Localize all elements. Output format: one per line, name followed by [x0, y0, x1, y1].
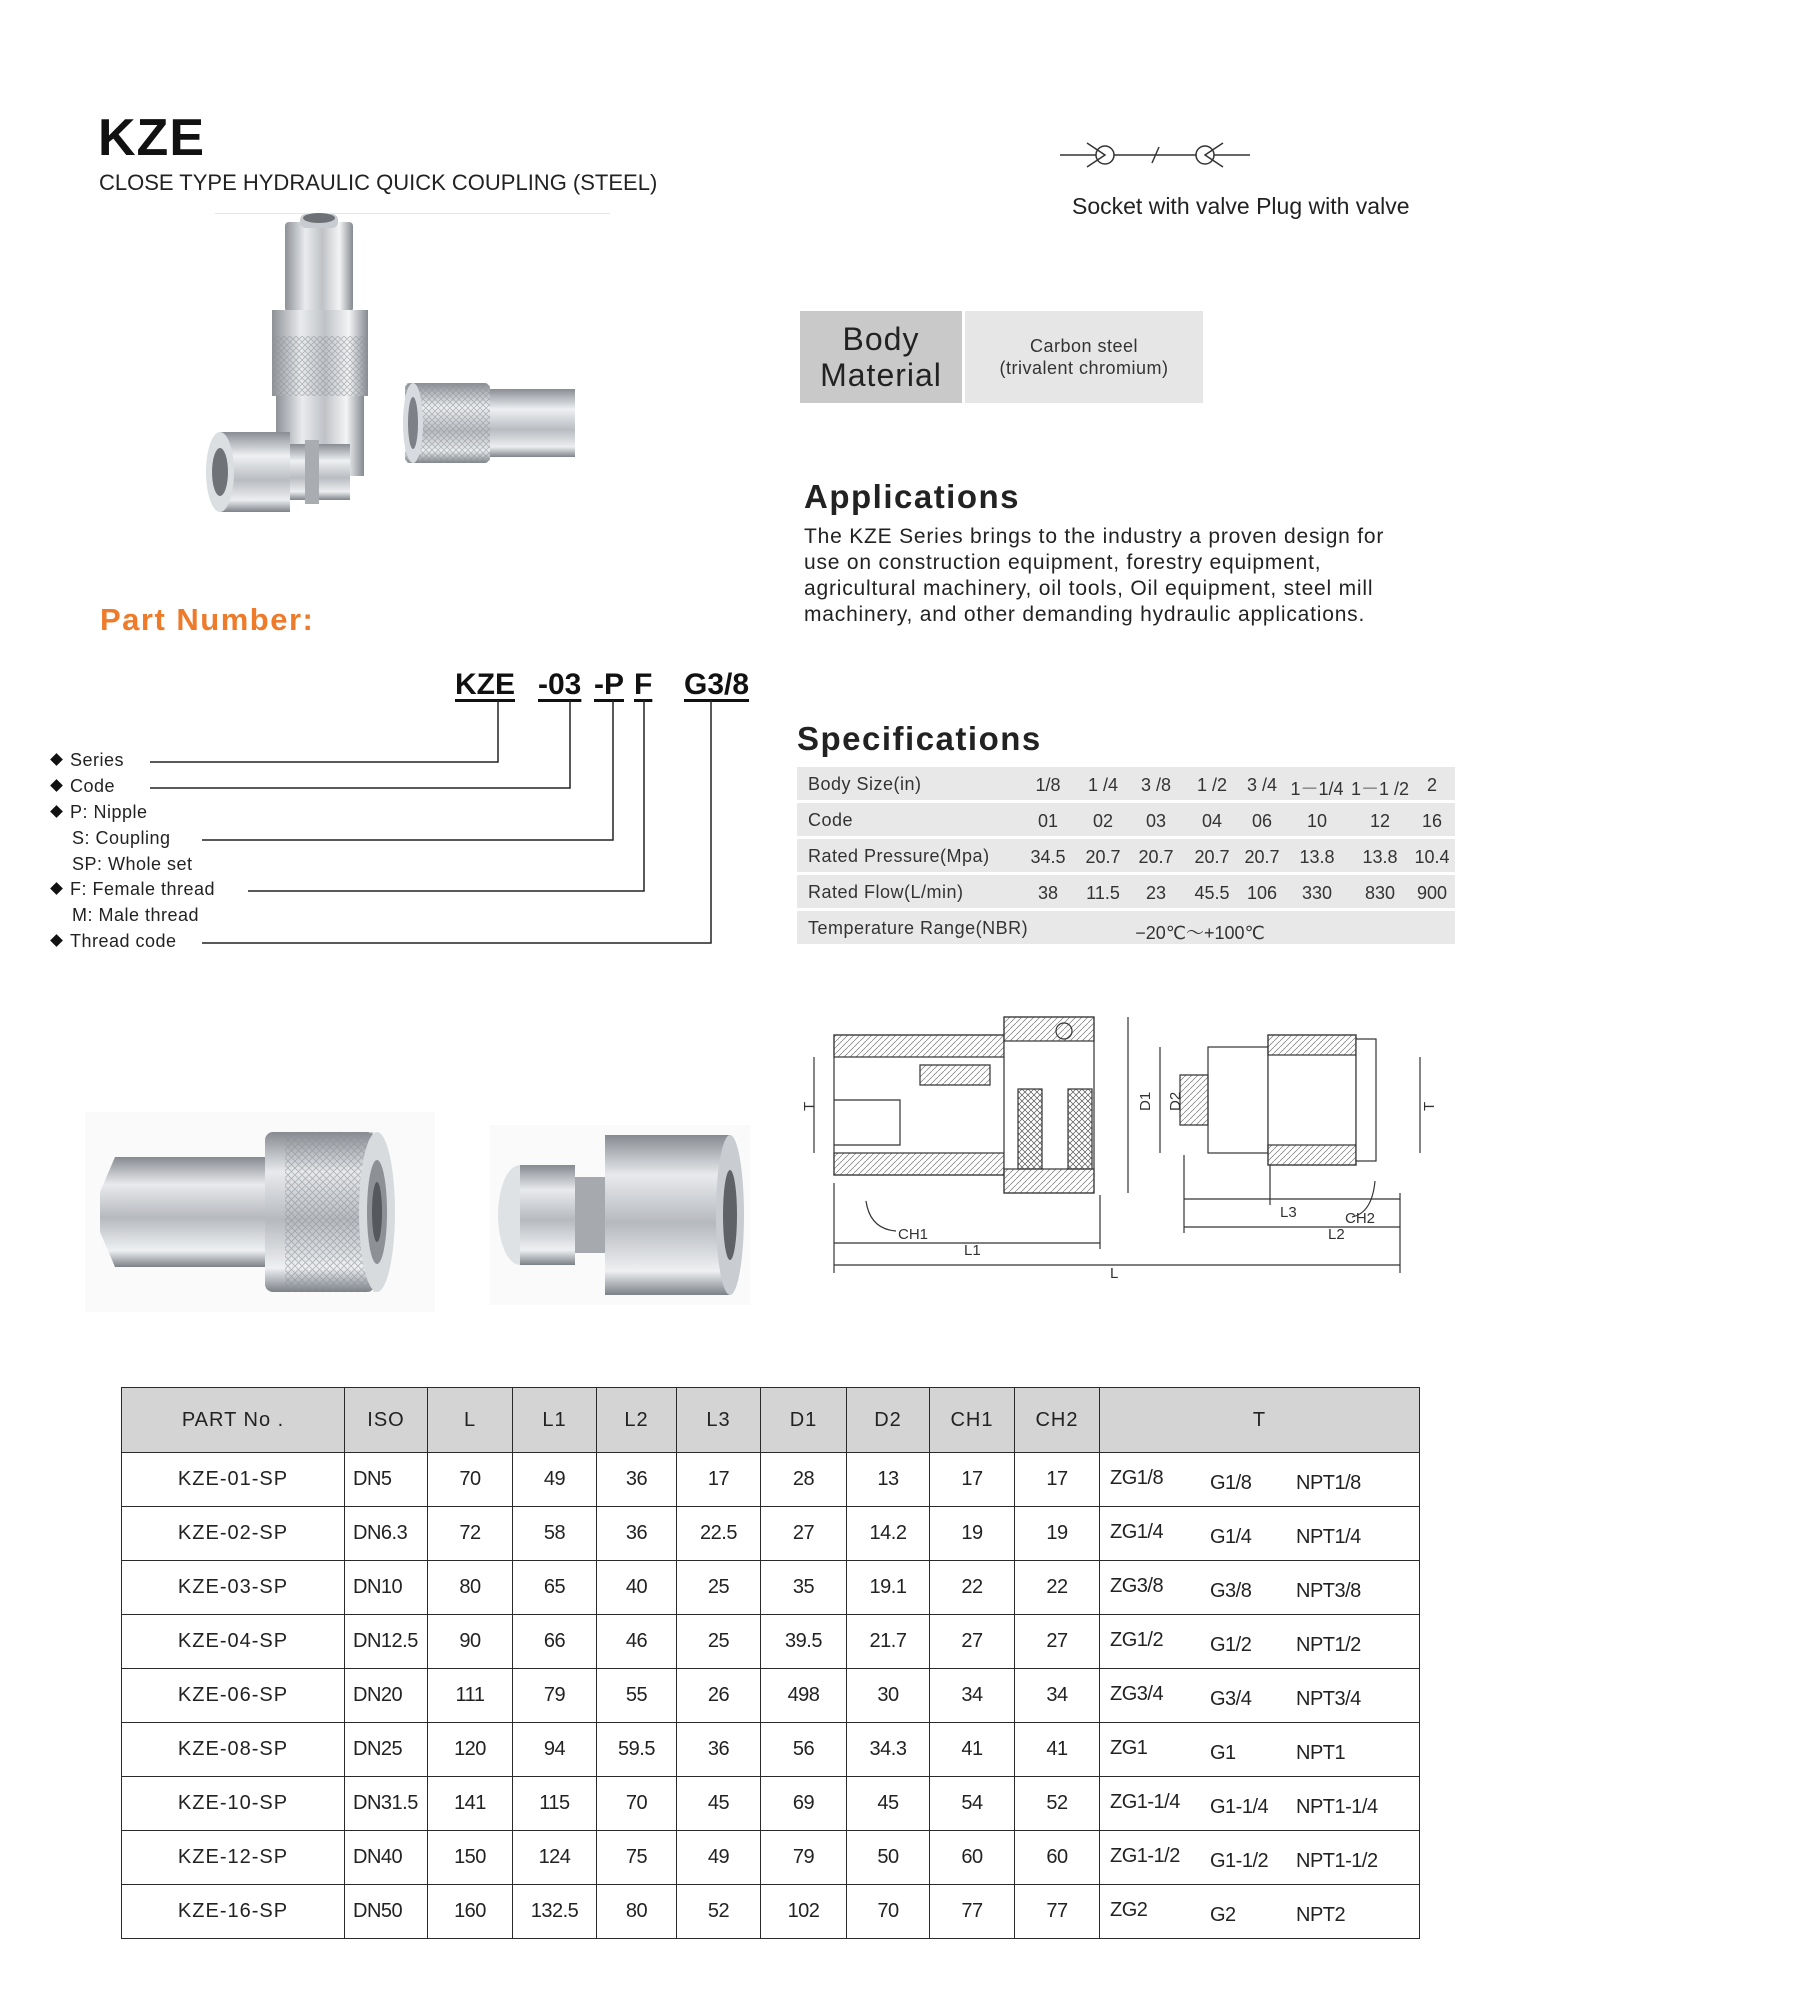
cell-d1: 79: [761, 1831, 847, 1885]
cell-ch1: 27: [930, 1615, 1015, 1669]
cell-l1: 58: [513, 1507, 597, 1561]
cell-l2: 59.5: [597, 1723, 677, 1777]
cell-iso: DN10: [345, 1561, 428, 1615]
thread-value: G1/4: [1210, 1526, 1252, 1548]
applications-line: agricultural machinery, oil tools, Oil equipment, steel mill: [804, 577, 1374, 600]
cell-l2: 46: [597, 1615, 677, 1669]
thread-value: ZG1-1/2: [1110, 1845, 1180, 1867]
table-row: [122, 1669, 1420, 1723]
cell-l2: 70: [597, 1777, 677, 1831]
cell-ch2: 52: [1015, 1777, 1100, 1831]
cell-thread: [1100, 1777, 1420, 1831]
applications-text: [804, 524, 1444, 628]
thread-value: G1/8: [1210, 1472, 1252, 1494]
spec-row-rated-pressure: Rated Pressure(Mpa) 34.5 20.7 20.7 20.7 20.7 13.8 13.8 10.4: [797, 839, 1455, 872]
cell-l: 150: [428, 1831, 513, 1885]
part-number-heading: Part Number:: [100, 602, 315, 637]
cell-l2: 75: [597, 1831, 677, 1885]
header-ch2: CH2: [1015, 1388, 1100, 1453]
cell-thread: [1100, 1831, 1420, 1885]
cell-ch1: 34: [930, 1669, 1015, 1723]
cell-part-no: KZE-01-SP: [122, 1453, 345, 1507]
cell-thread: [1100, 1561, 1420, 1615]
cell-part-no: KZE-06-SP: [122, 1669, 345, 1723]
dimensions-table: [121, 1387, 1420, 1939]
cell-part-no: KZE-04-SP: [122, 1615, 345, 1669]
table-row: [122, 1777, 1420, 1831]
cell-d1: 39.5: [761, 1615, 847, 1669]
valve-symbol-caption: Socket with valve Plug with valve: [1072, 193, 1410, 219]
header-l: L: [428, 1388, 513, 1453]
cell-d1: 102: [761, 1885, 847, 1939]
legend-coupling: S: Coupling: [72, 828, 171, 848]
cell-ch1: 77: [930, 1885, 1015, 1939]
cell-d2: 70: [847, 1885, 930, 1939]
cell-part-no: KZE-12-SP: [122, 1831, 345, 1885]
header-d2: D2: [847, 1388, 930, 1453]
cell-ch2: 77: [1015, 1885, 1100, 1939]
legend-whole-set: SP: Whole set: [72, 854, 193, 874]
thread-value: ZG1: [1110, 1737, 1148, 1759]
header-l2: L2: [597, 1388, 677, 1453]
body-material-value-line1: Carbon steel: [1029, 336, 1139, 356]
spec-row-code: Code 01 02 03 04 06 10 12 16: [797, 803, 1455, 836]
product-subtitle: CLOSE TYPE HYDRAULIC QUICK COUPLING (STEEL): [99, 170, 658, 195]
cell-l3: 25: [677, 1615, 761, 1669]
thread-value: G3/4: [1210, 1688, 1252, 1710]
cell-iso: DN50: [345, 1885, 428, 1939]
cell-d2: 14.2: [847, 1507, 930, 1561]
dim-label-l1: L1: [964, 1242, 981, 1259]
dim-label-ch1: CH1: [898, 1226, 929, 1243]
specifications-heading: Specifications: [797, 720, 1042, 757]
legend-thread-code: Thread code: [52, 931, 177, 952]
cell-l1: 66: [513, 1615, 597, 1669]
cell-l1: 124: [513, 1831, 597, 1885]
cell-part-no: KZE-08-SP: [122, 1723, 345, 1777]
cell-iso: DN25: [345, 1723, 428, 1777]
cell-ch1: 22: [930, 1561, 1015, 1615]
plug-photo: [490, 1125, 750, 1305]
cell-l1: 79: [513, 1669, 597, 1723]
thread-value: G3/8: [1210, 1580, 1252, 1602]
thread-value: ZG1-1/4: [1110, 1791, 1180, 1813]
header-l3: L3: [677, 1388, 761, 1453]
part-code-type: -P: [594, 668, 624, 701]
legend-series: Series: [52, 750, 124, 771]
cell-ch2: 22: [1015, 1561, 1100, 1615]
cell-ch1: 41: [930, 1723, 1015, 1777]
cell-ch2: 34: [1015, 1669, 1100, 1723]
cell-l3: 17: [677, 1453, 761, 1507]
cell-d2: 21.7: [847, 1615, 930, 1669]
cell-thread: [1100, 1723, 1420, 1777]
thread-value: G1/2: [1210, 1634, 1252, 1656]
cell-d2: 45: [847, 1777, 930, 1831]
cell-l1: 65: [513, 1561, 597, 1615]
legend-nipple: P: Nipple: [52, 802, 148, 823]
cell-thread: [1100, 1615, 1420, 1669]
thread-value: NPT1-1/2: [1296, 1850, 1378, 1872]
cell-l: 90: [428, 1615, 513, 1669]
header-ch1: CH1: [930, 1388, 1015, 1453]
valve-symbol-icon: [1060, 130, 1250, 180]
table-row: [122, 1561, 1420, 1615]
cell-thread: [1100, 1507, 1420, 1561]
cell-l2: 40: [597, 1561, 677, 1615]
cell-l2: 36: [597, 1507, 677, 1561]
table-row: [122, 1831, 1420, 1885]
applications-line: The KZE Series brings to the industry a proven design for: [804, 525, 1385, 548]
thread-value: ZG2: [1110, 1899, 1148, 1921]
cell-d2: 34.3: [847, 1723, 930, 1777]
thread-value: NPT1/4: [1296, 1526, 1361, 1548]
dim-label-d2: D2: [1167, 1091, 1184, 1111]
cell-ch1: 60: [930, 1831, 1015, 1885]
cell-d1: 56: [761, 1723, 847, 1777]
dim-label-l2: L2: [1328, 1226, 1345, 1243]
cell-d2: 19.1: [847, 1561, 930, 1615]
body-material-label: [800, 311, 962, 403]
cell-l3: 25: [677, 1561, 761, 1615]
applications-line: use on construction equipment, forestry equipment,: [804, 551, 1322, 574]
thread-value: G1: [1210, 1742, 1236, 1764]
cell-l3: 52: [677, 1885, 761, 1939]
cell-l3: 49: [677, 1831, 761, 1885]
table-row: [122, 1885, 1420, 1939]
cell-l1: 132.5: [513, 1885, 597, 1939]
thread-value: G1-1/2: [1210, 1850, 1269, 1872]
part-number-leader-lines: [0, 0, 800, 1000]
table-row: [122, 1615, 1420, 1669]
cell-ch2: 19: [1015, 1507, 1100, 1561]
cell-l: 160: [428, 1885, 513, 1939]
thread-value: ZG1/2: [1110, 1629, 1164, 1651]
legend-code: Code: [52, 776, 115, 797]
cell-l2: 55: [597, 1669, 677, 1723]
applications-line: machinery, and other demanding hydraulic applications.: [804, 603, 1366, 626]
cell-l1: 115: [513, 1777, 597, 1831]
dim-label-t-right: T: [1421, 1101, 1438, 1111]
cell-d1: 35: [761, 1561, 847, 1615]
header-t: T: [1100, 1388, 1420, 1453]
socket-photo: [85, 1112, 435, 1312]
cell-l: 111: [428, 1669, 513, 1723]
cell-iso: DN20: [345, 1669, 428, 1723]
cell-l3: 26: [677, 1669, 761, 1723]
table-header-row: [122, 1388, 1420, 1453]
part-code-size: -03: [538, 668, 582, 701]
header-d1: D1: [761, 1388, 847, 1453]
spec-row-rated-flow: Rated Flow(L/min) 38 11.5 23 45.5 106 330 830 900: [797, 875, 1455, 908]
product-title: KZE: [98, 109, 205, 167]
thread-value: ZG1/4: [1110, 1521, 1164, 1543]
dim-label-l3: L3: [1280, 1204, 1297, 1221]
cell-iso: DN40: [345, 1831, 428, 1885]
cell-l2: 80: [597, 1885, 677, 1939]
cell-iso: DN6.3: [345, 1507, 428, 1561]
body-material-value: [965, 311, 1203, 403]
cell-d2: 30: [847, 1669, 930, 1723]
cell-l: 120: [428, 1723, 513, 1777]
cell-d2: 13: [847, 1453, 930, 1507]
cell-ch2: 60: [1015, 1831, 1100, 1885]
cell-part-no: KZE-10-SP: [122, 1777, 345, 1831]
spec-row-body-size: Body Size(in) 1/8 1 /4 3 /8 1 /2 3 /4 1－1/4 1－1 /2 2: [797, 767, 1455, 800]
dim-label-d1: D1: [1137, 1091, 1154, 1111]
cell-d1: 28: [761, 1453, 847, 1507]
thread-value: NPT2: [1296, 1904, 1346, 1926]
cell-ch1: 17: [930, 1453, 1015, 1507]
cell-l3: 22.5: [677, 1507, 761, 1561]
cell-l2: 36: [597, 1453, 677, 1507]
part-code-thread: G3/8: [684, 668, 750, 701]
cell-part-no: KZE-03-SP: [122, 1561, 345, 1615]
thread-value: NPT1/8: [1296, 1472, 1361, 1494]
cell-part-no: KZE-02-SP: [122, 1507, 345, 1561]
table-row: [122, 1507, 1420, 1561]
cell-thread: [1100, 1453, 1420, 1507]
cell-iso: DN5: [345, 1453, 428, 1507]
cell-thread: [1100, 1885, 1420, 1939]
thread-value: NPT1-1/4: [1296, 1796, 1378, 1818]
table-row: [122, 1453, 1420, 1507]
thread-value: G1-1/4: [1210, 1796, 1269, 1818]
thread-value: ZG3/4: [1110, 1683, 1164, 1705]
body-material-label-line1: Body: [842, 321, 920, 357]
cell-part-no: KZE-16-SP: [122, 1885, 345, 1939]
cell-d1: 498: [761, 1669, 847, 1723]
cell-ch1: 54: [930, 1777, 1015, 1831]
cell-l3: 45: [677, 1777, 761, 1831]
cell-ch1: 19: [930, 1507, 1015, 1561]
body-material-label-line2: Material: [820, 357, 942, 393]
cell-iso: DN31.5: [345, 1777, 428, 1831]
thread-value: NPT3/8: [1296, 1580, 1361, 1602]
cell-ch2: 17: [1015, 1453, 1100, 1507]
cell-d1: 69: [761, 1777, 847, 1831]
cell-l1: 49: [513, 1453, 597, 1507]
thread-value: ZG1/8: [1110, 1467, 1164, 1489]
cell-ch2: 41: [1015, 1723, 1100, 1777]
cell-thread: [1100, 1669, 1420, 1723]
cell-l: 72: [428, 1507, 513, 1561]
part-code-series: KZE: [455, 668, 515, 701]
header-iso: ISO: [345, 1388, 428, 1453]
thread-value: NPT1: [1296, 1742, 1346, 1764]
cell-iso: DN12.5: [345, 1615, 428, 1669]
legend-female-thread: F: Female thread: [52, 879, 215, 900]
cell-l1: 94: [513, 1723, 597, 1777]
legend-male-thread: M: Male thread: [72, 905, 200, 925]
thread-value: NPT1/2: [1296, 1634, 1361, 1656]
dim-label-l: L: [1110, 1265, 1119, 1282]
body-material-value-line2: (trivalent chromium): [999, 358, 1169, 378]
dim-label-ch2: CH2: [1345, 1210, 1376, 1227]
thread-value: NPT3/4: [1296, 1688, 1361, 1710]
table-row: [122, 1723, 1420, 1777]
dim-label-t-left: T: [801, 1101, 818, 1111]
specifications-table: [797, 767, 1455, 944]
thread-value: G2: [1210, 1904, 1236, 1926]
cell-ch2: 27: [1015, 1615, 1100, 1669]
cell-l: 141: [428, 1777, 513, 1831]
applications-heading: Applications: [804, 478, 1021, 515]
cell-l: 80: [428, 1561, 513, 1615]
cell-d1: 27: [761, 1507, 847, 1561]
thread-value: ZG3/8: [1110, 1575, 1164, 1597]
dimension-drawing: [800, 1005, 1480, 1282]
cell-l: 70: [428, 1453, 513, 1507]
spec-row-temperature: Temperature Range(NBR) −20℃～+100℃: [797, 911, 1455, 944]
cell-d2: 50: [847, 1831, 930, 1885]
part-code-thread-gender: F: [634, 668, 653, 701]
header-l1: L1: [513, 1388, 597, 1453]
header-part-no: PART No .: [122, 1388, 345, 1453]
cell-l3: 36: [677, 1723, 761, 1777]
